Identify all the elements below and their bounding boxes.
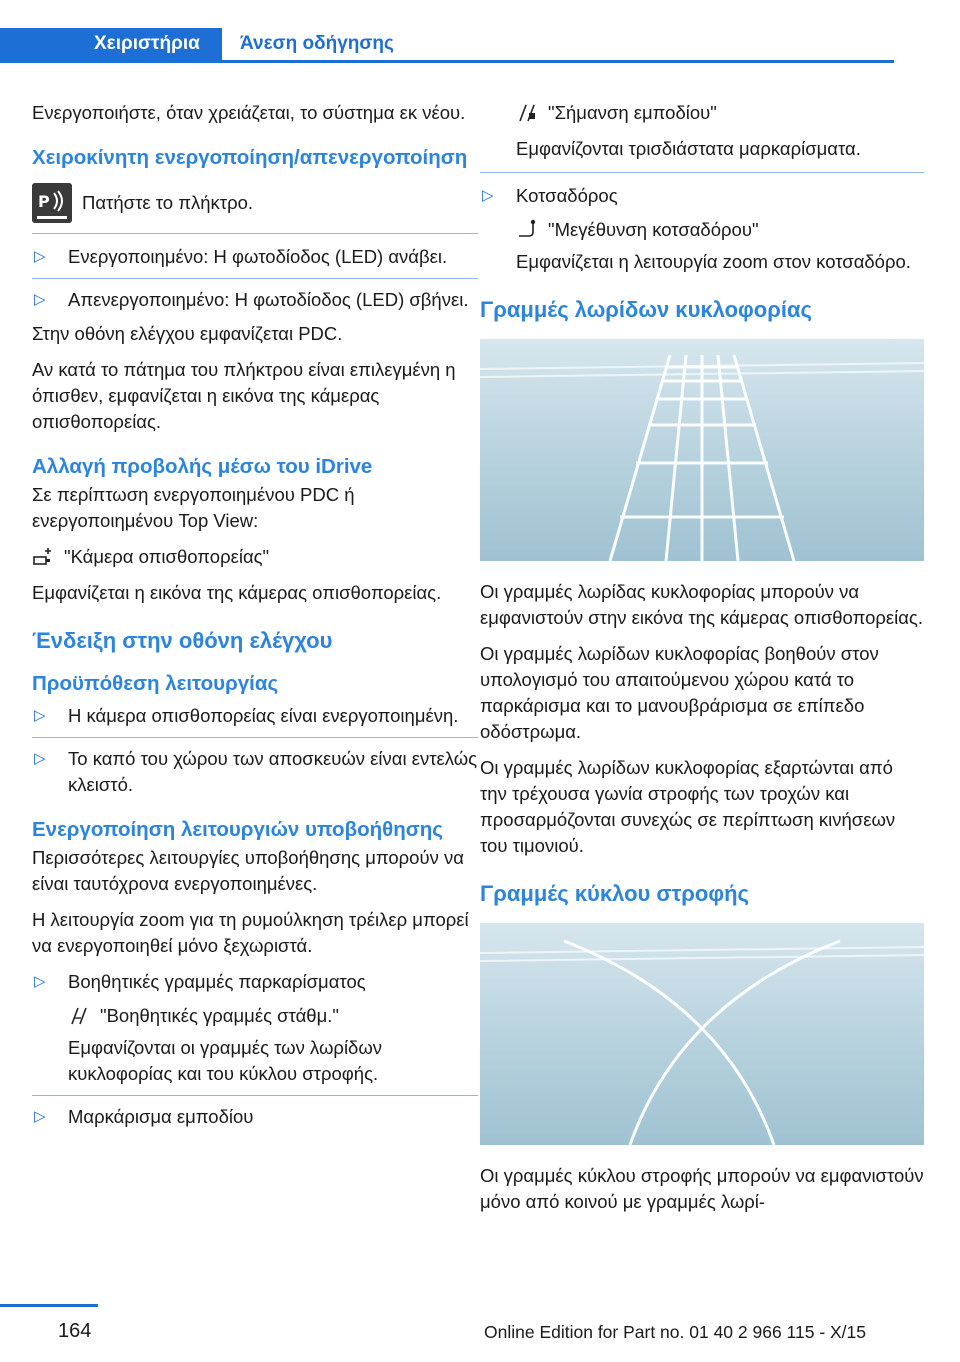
list-item: ▷ Το καπό του χώρου των αποσκευών είναι εντελώς κλειστό. [32, 737, 478, 798]
hitch-desc: Εμφανίζεται η λειτουργία zoom στον κοτσαδόρο. [516, 251, 911, 272]
triangle-bullet-icon: ▷ [34, 291, 46, 308]
hitch-menu-line [516, 217, 924, 243]
press-key-text: Πατήστε το πλήκτρο. [82, 192, 254, 213]
triangle-bullet-icon: ▷ [34, 973, 46, 990]
parking-lines-label: "Βοηθητικές γραμμές στάθμ." [100, 1005, 339, 1026]
heading-assist-functions: Ενεργοποίηση λειτουργιών υποβοήθησης [32, 818, 443, 841]
page-number: 164 [58, 1320, 92, 1342]
heading-manual-activation: Χειροκίνητη ενεργοποίηση/απενεργοποίηση [32, 146, 468, 169]
paragraph: Οι γραμμές κύκλου στροφής μπορούν να εμφανιστούν μόνο από κοινού με γραμμές λωρί- [480, 1165, 924, 1212]
paragraph: Οι γραμμές λωρίδων κυκλοφορίας βοηθούν στον υπολογισμό του απαιτούμενου χώρου κατά το παρκάρισμα και το μανουβράρισμα σε επίπεδο οδόστρωμα. [480, 643, 879, 742]
separator [480, 172, 924, 173]
svg-text:P: P [38, 192, 50, 211]
list-item: ▷ Απενεργοποιημένο: Η φωτοδίοδος (LED) σβήνει. [32, 278, 478, 313]
left-column [32, 100, 478, 1138]
list-item: ▷ Βοηθητικές γραμμές παρκαρίσματος "Βοηθητικές γραμμές στάθμ." Εμφανίζονται οι γραμμές των λωρίδων κυκλοφορίας και του κύκλου στροφής. [32, 969, 478, 1087]
triangle-bullet-icon: ▷ [34, 707, 46, 724]
edition-note: Online Edition for Part no. 01 40 2 966 115 - X/15 [484, 1322, 867, 1342]
tab-controls[interactable]: Χειριστήρια [0, 28, 222, 60]
parking-lines-menu-line [68, 1003, 478, 1029]
footer-rule [0, 1304, 98, 1307]
paragraph: Αν κατά το πάτημα του πλήκτρου είναι επιλεγμένη η όπισθεν, εμφανίζεται η εικόνα της κάμερας οπισθοπορείας. [32, 359, 456, 432]
list-item: ▷ Κοτσαδόρος "Μεγέθυνση κοτσαδόρου" Εμφανίζεται η λειτουργία zoom στον κοτσαδόρο. [480, 183, 924, 275]
hitch-menu-label: "Μεγέθυνση κοτσαδόρου" [548, 219, 759, 240]
obstacle-desc: Εμφανίζονται τρισδιάστατα μαρκαρίσματα. [516, 138, 861, 159]
obstacle-menu-label: "Σήμανση εμποδίου" [548, 102, 717, 123]
heading-idrive: Αλλαγή προβολής μέσω του iDrive [32, 455, 373, 478]
paragraph: Εμφανίζεται η εικόνα της κάμερας οπισθοπορείας. [32, 582, 442, 603]
triangle-bullet-icon: ▷ [34, 248, 46, 265]
camera-menu-label: "Κάμερα οπισθοπορείας" [64, 546, 270, 567]
turning-circle-figure [480, 923, 924, 1145]
separator [32, 233, 478, 234]
paragraph: Σε περίπτωση ενεργοποιημένου PDC ή ενεργοποιημένου Top View: [32, 484, 355, 531]
triangle-bullet-icon: ▷ [482, 187, 494, 204]
list-item: ▷ Η κάμερα οπισθοπορείας είναι ενεργοποιημένη. [32, 703, 478, 729]
header-tabs [0, 28, 894, 60]
right-column [480, 100, 924, 1225]
parking-lines-icon [68, 1004, 90, 1028]
press-key-line [32, 183, 478, 223]
paragraph: Οι γραμμές λωρίδων κυκλοφορίας εξαρτώνται από την τρέχουσα γωνία στροφής των τροχών και προσαρμόζονται συνεχώς σε περίπτωση κινήσεων του τιμονιού. [480, 757, 896, 856]
paragraph: Οι γραμμές λωρίδας κυκλοφορίας μπορούν να εμφανιστούν στην εικόνα της κάμερας οπισθοπορείας. [480, 581, 923, 628]
led-status-list [32, 244, 478, 313]
parking-lines-desc: Εμφανίζονται οι γραμμές των λωρίδων κυκλοφορίας και του κύκλου στροφής. [68, 1037, 383, 1084]
heading-lane-lines: Γραμμές λωρίδων κυκλοφορίας [480, 297, 812, 322]
rear-camera-icon [32, 545, 54, 569]
heading-turning-circle: Γραμμές κύκλου στροφής [480, 881, 749, 906]
tab-driving-comfort[interactable]: Άνεση οδήγησης [240, 33, 394, 54]
obstacle-menu-line [480, 100, 924, 126]
prerequisite-list [32, 703, 478, 798]
assist-list [32, 969, 478, 1130]
paragraph: Η λειτουργία zoom για τη ρυμούλκηση τρέιλερ μπορεί να ενεργοποιηθεί μόνο ξεχωριστά. [32, 909, 469, 956]
header-rule [0, 60, 894, 63]
heading-control-display: Ένδειξη στην οθόνη ελέγχου [32, 628, 333, 653]
camera-menu-line [32, 544, 478, 570]
paragraph: Περισσότερες λειτουργίες υποβοήθησης μπορούν να είναι ταυτόχρονα ενεργοποιημένες. [32, 847, 464, 894]
list-item: ▷ Ενεργοποιημένο: Η φωτοδίοδος (LED) ανάβει. [32, 244, 478, 270]
paragraph: Στην οθόνη ελέγχου εμφανίζεται PDC. [32, 323, 343, 344]
hitch-list [480, 183, 924, 275]
triangle-bullet-icon: ▷ [34, 750, 46, 767]
trailer-hitch-icon [516, 218, 538, 242]
heading-prerequisite: Προϋπόθεση λειτουργίας [32, 672, 279, 695]
list-item: ▷ Μαρκάρισμα εμποδίου [32, 1095, 478, 1130]
paragraph: Ενεργοποιήστε, όταν χρειάζεται, το σύστημα εκ νέου. [32, 102, 466, 123]
lane-lines-figure [480, 339, 924, 561]
obstacle-marking-icon [516, 101, 538, 125]
triangle-bullet-icon: ▷ [34, 1108, 46, 1125]
pdc-key-icon [32, 183, 72, 223]
